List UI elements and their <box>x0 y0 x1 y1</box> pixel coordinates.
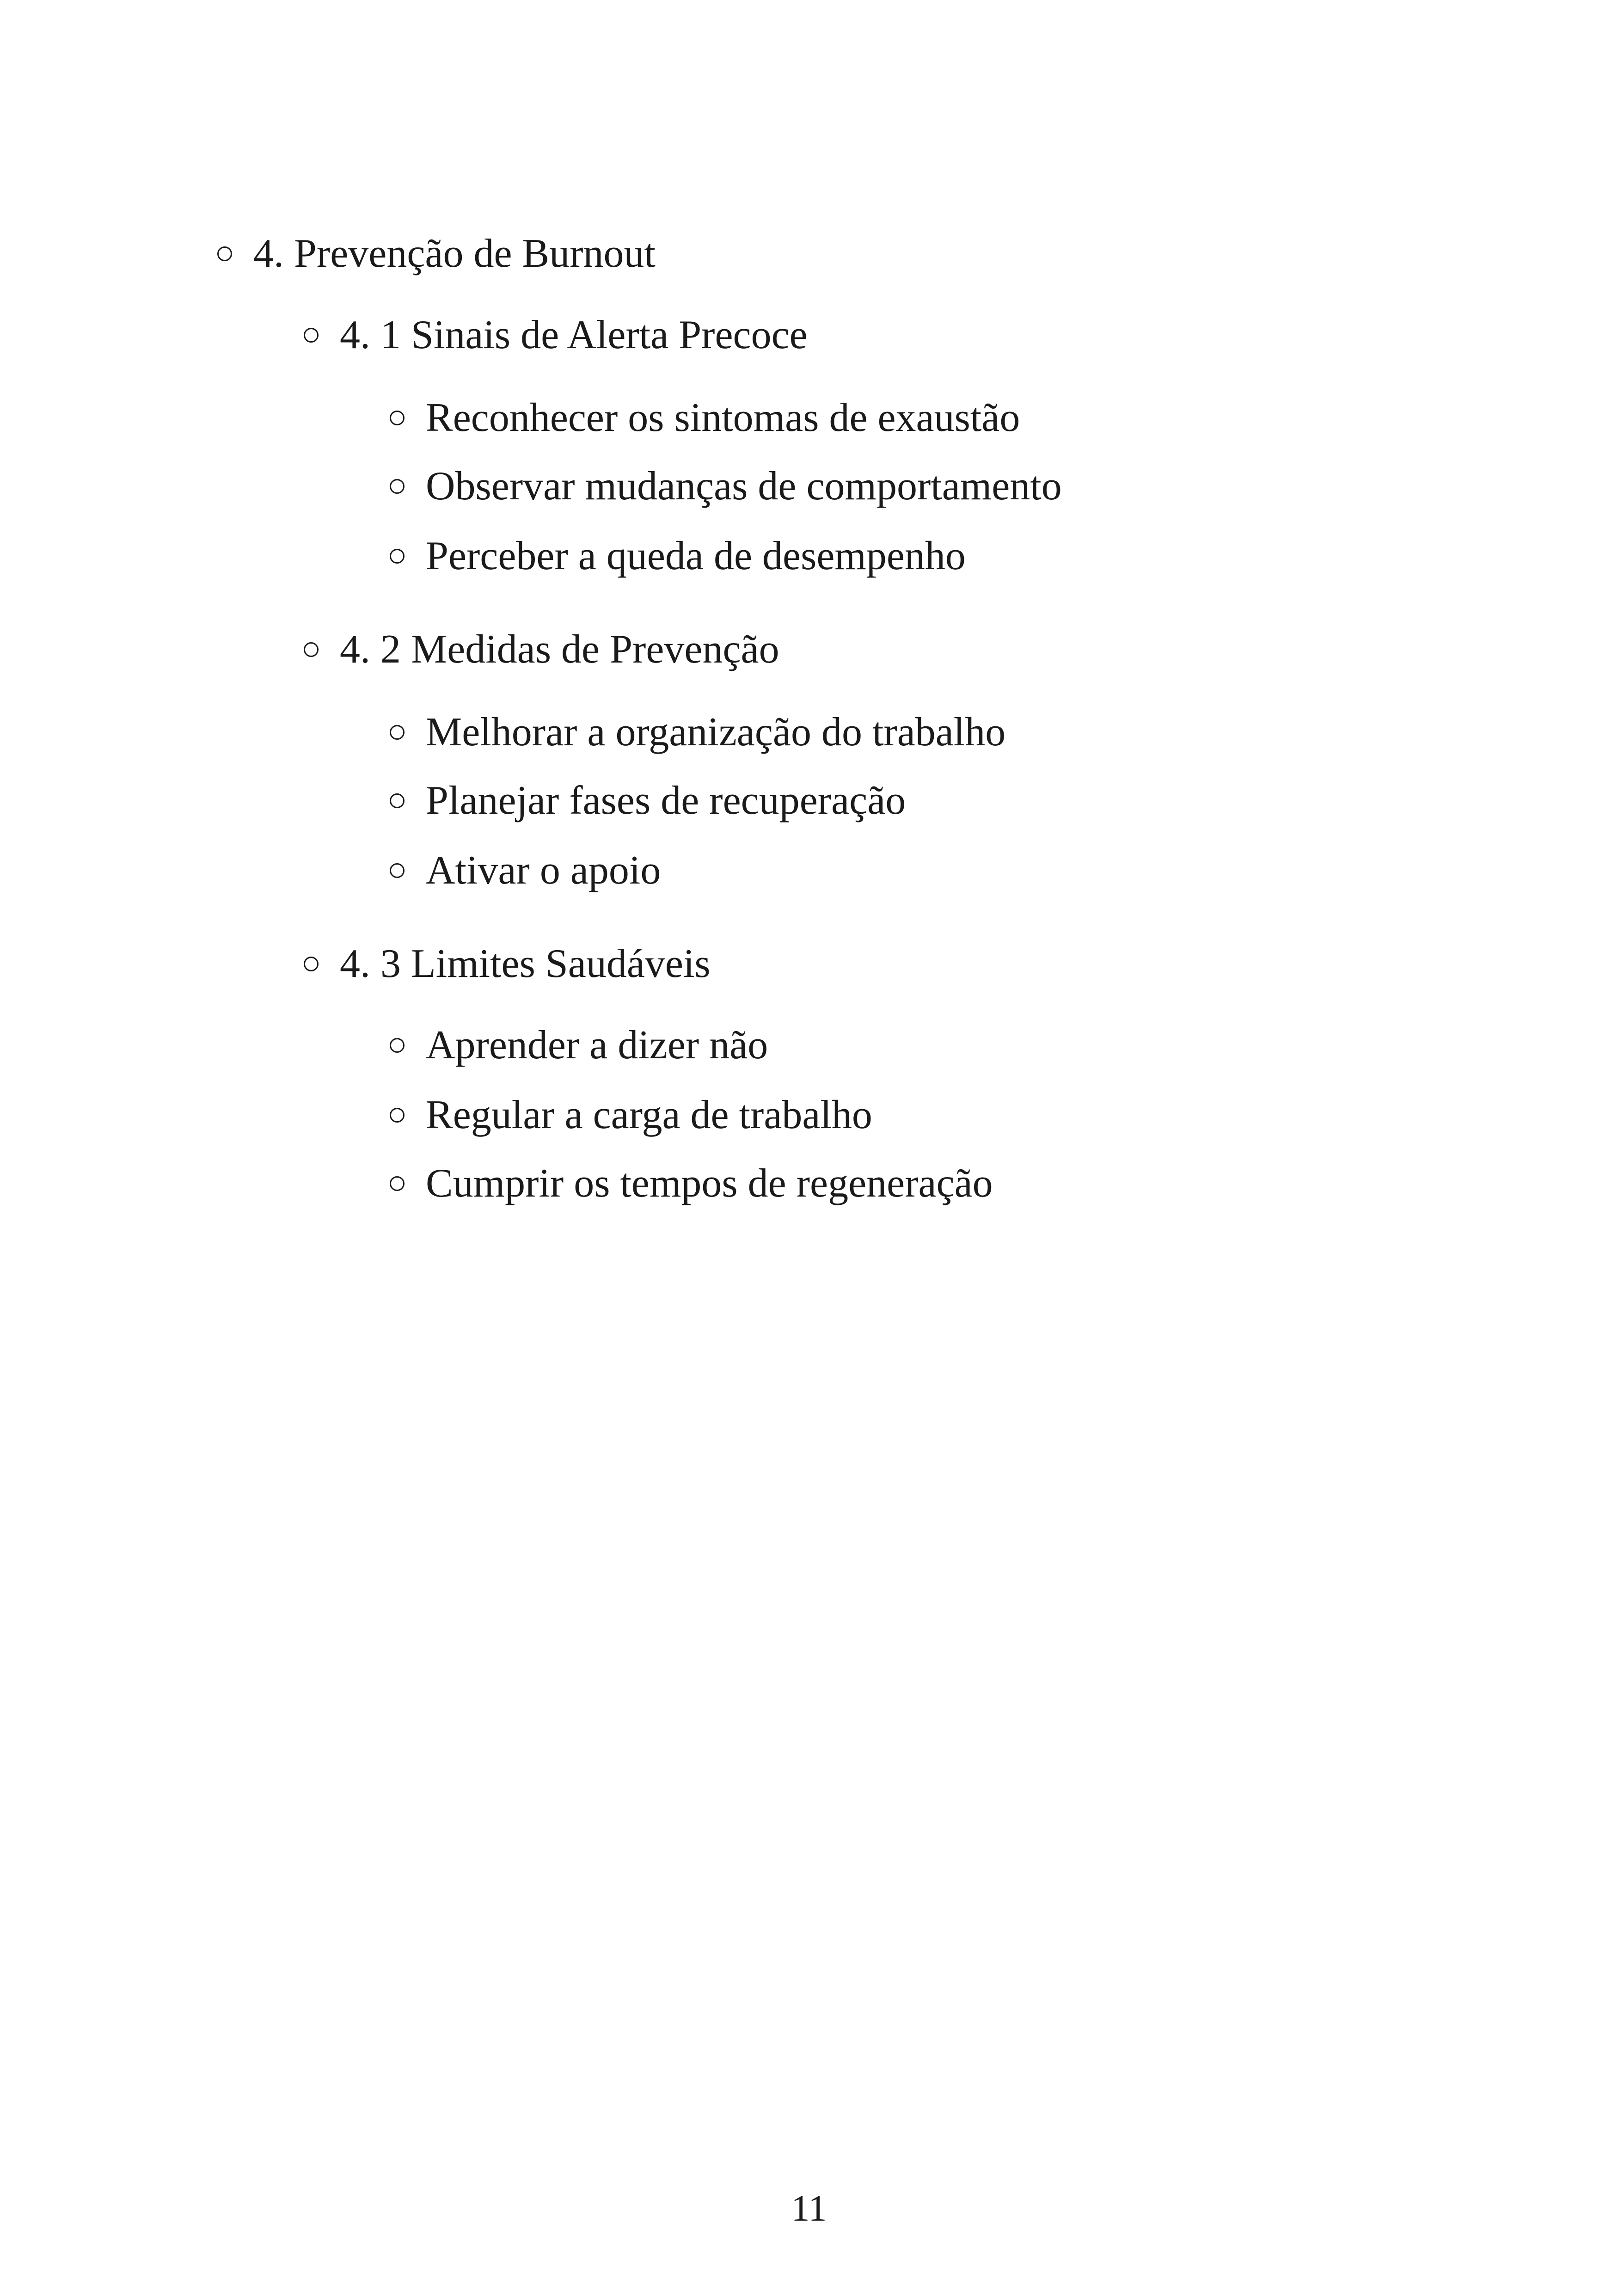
list-item <box>390 1163 993 1204</box>
hollow-circle-bullet-icon <box>390 549 404 564</box>
list-item-text: Aprender a dizer não <box>426 1023 768 1068</box>
list-item <box>390 712 1005 753</box>
list-item-text: Perceber a queda de desempenho <box>426 534 966 578</box>
list-item-text: Observar mudanças de comportamento <box>426 464 1062 509</box>
section-title-text: 4. 2 Medidas de Prevenção <box>340 627 779 672</box>
hollow-circle-bullet-icon <box>304 642 319 657</box>
section-title <box>304 941 711 986</box>
section-title <box>304 629 779 670</box>
list-item <box>390 1025 768 1066</box>
list-item <box>390 1095 872 1136</box>
hollow-circle-bullet-icon <box>390 1038 404 1053</box>
outline-heading <box>217 233 656 274</box>
hollow-circle-bullet-icon <box>390 1108 404 1123</box>
hollow-circle-bullet-icon <box>390 725 404 740</box>
hollow-circle-bullet-icon <box>390 411 404 425</box>
hollow-circle-bullet-icon <box>390 1176 404 1191</box>
outline-heading-text: 4. Prevenção de Burnout <box>253 231 656 276</box>
list-item-text: Melhorar a organização do trabalho <box>426 710 1006 755</box>
list-item <box>390 466 1062 507</box>
list-item-text: Ativar o apoio <box>426 848 661 893</box>
section-title-text: 4. 1 Sinais de Alerta Precoce <box>340 313 808 357</box>
section-title <box>304 315 808 356</box>
list-item-text: Planejar fases de recuperação <box>426 778 906 823</box>
list-item-text: Regular a carga de trabalho <box>426 1093 872 1137</box>
list-item-text: Reconhecer os sintomas de exaustão <box>426 395 1020 440</box>
hollow-circle-bullet-icon <box>304 957 319 971</box>
hollow-circle-bullet-icon <box>217 246 232 261</box>
hollow-circle-bullet-icon <box>390 863 404 878</box>
hollow-circle-bullet-icon <box>390 793 404 808</box>
list-item-text: Cumprir os tempos de regeneração <box>426 1161 993 1206</box>
list-item <box>390 850 661 891</box>
section-title-text: 4. 3 Limites Saudáveis <box>340 941 711 986</box>
hollow-circle-bullet-icon <box>304 328 319 343</box>
hollow-circle-bullet-icon <box>390 479 404 494</box>
list-item <box>390 780 906 821</box>
list-item <box>390 395 1020 440</box>
list-item <box>390 536 966 577</box>
page-number: 11 <box>791 2188 827 2229</box>
